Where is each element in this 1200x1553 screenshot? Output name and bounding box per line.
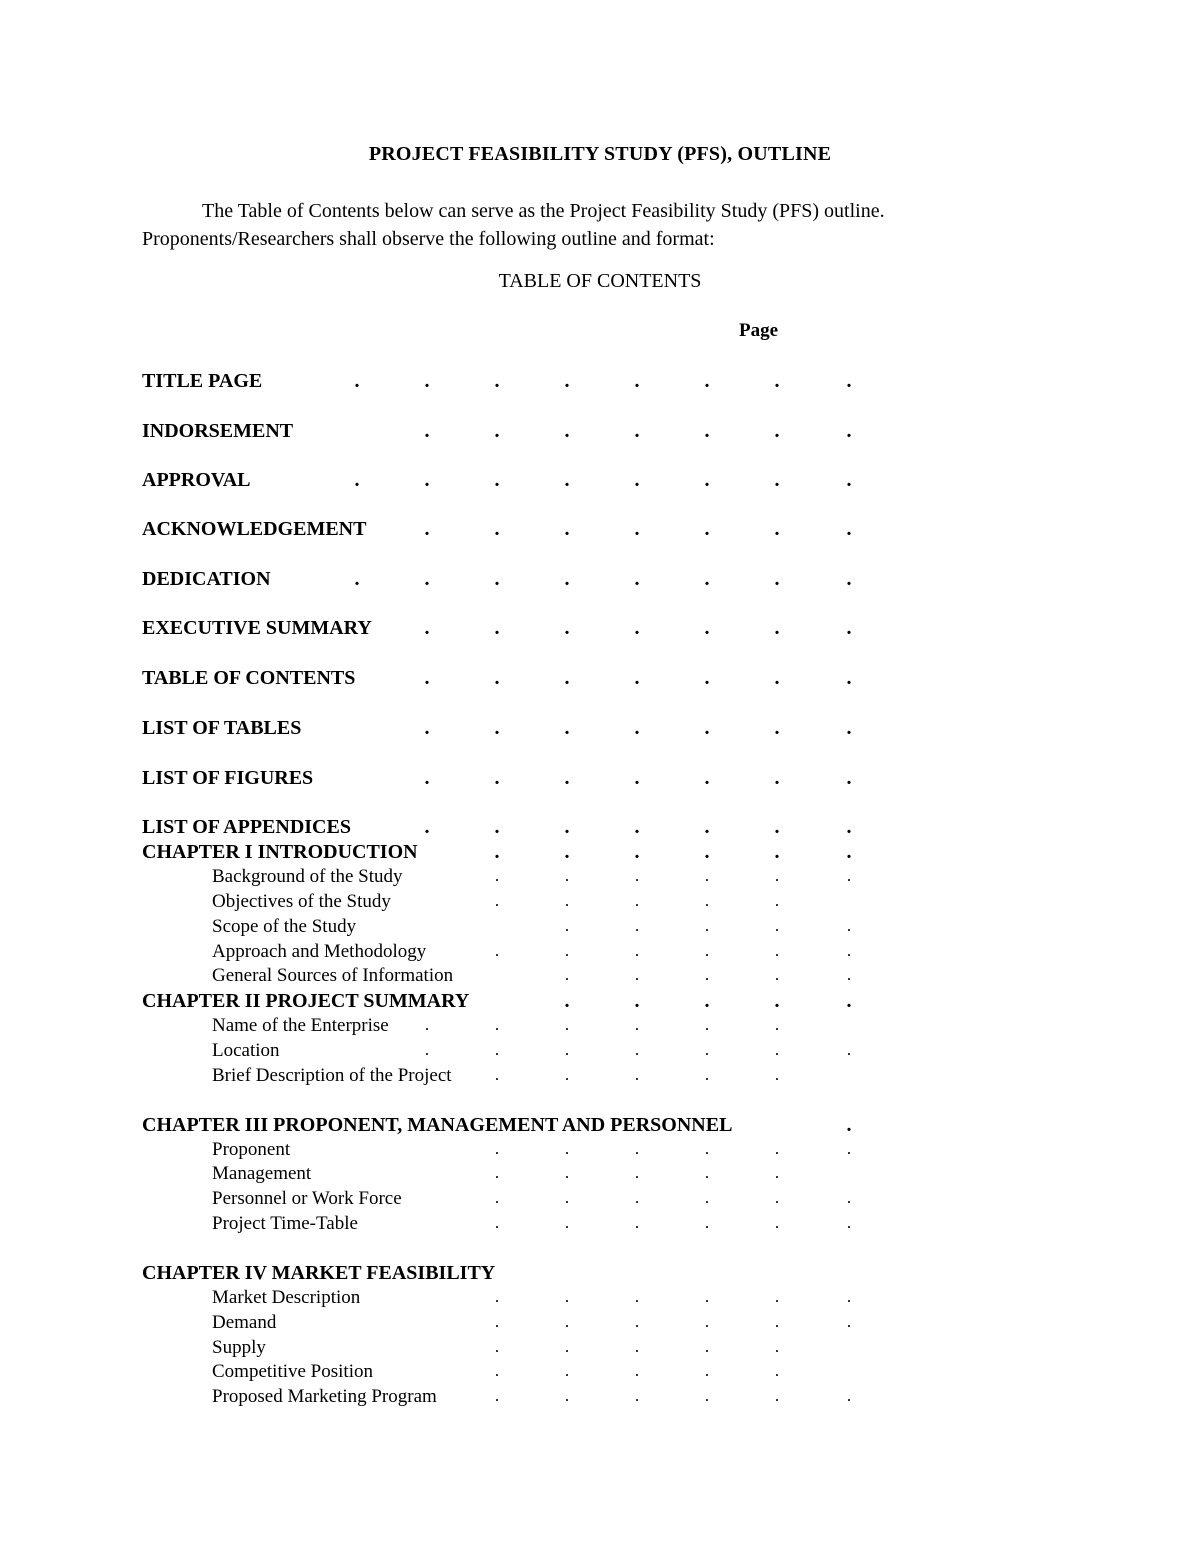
dot-leader: .: [634, 990, 640, 1012]
toc-entry: [0, 1386, 1200, 1412]
dot-leader: .: [494, 1386, 500, 1405]
dot-leader: .: [774, 1015, 780, 1034]
dot-leader: .: [774, 916, 780, 935]
toc-entry: [0, 767, 1200, 793]
dot-leader: .: [774, 1287, 780, 1306]
dot-leader: .: [494, 1287, 500, 1306]
dot-leader: .: [634, 1163, 640, 1182]
dot-leader: .: [774, 990, 780, 1012]
toc-entry-label: ACKNOWLEDGEMENT: [142, 518, 367, 540]
dot-leader: .: [774, 965, 780, 984]
dot-leader: .: [424, 667, 430, 689]
dot-leader: .: [564, 420, 570, 442]
dot-leader: .: [424, 518, 430, 540]
dot-leader: .: [774, 1337, 780, 1356]
dot-leader: .: [774, 1312, 780, 1331]
toc-entry: [0, 916, 1200, 942]
toc-entry-label: LIST OF APPENDICES: [142, 816, 351, 838]
dot-leader: .: [494, 469, 500, 491]
toc-entry-label: CHAPTER IV MARKET FEASIBILITY: [142, 1262, 496, 1284]
dot-leader: .: [774, 469, 780, 491]
dot-leader: .: [846, 767, 852, 789]
toc-entry: [0, 370, 1200, 396]
toc-entry-label: INDORSEMENT: [142, 420, 294, 442]
dot-leader: .: [494, 841, 500, 863]
dot-leader: .: [774, 667, 780, 689]
dot-leader: .: [704, 469, 710, 491]
dot-leader: .: [774, 370, 780, 392]
dot-leader: .: [704, 965, 710, 984]
dot-leader: .: [564, 568, 570, 590]
dot-leader: .: [774, 518, 780, 540]
toc-entry-label: LIST OF FIGURES: [142, 767, 314, 789]
dot-leader: .: [494, 568, 500, 590]
dot-leader: .: [846, 420, 852, 442]
dot-leader: .: [564, 717, 570, 739]
dot-leader: .: [774, 767, 780, 789]
dot-leader: .: [704, 1213, 710, 1232]
dot-leader: .: [704, 518, 710, 540]
dot-leader: .: [774, 941, 780, 960]
dot-leader: .: [704, 667, 710, 689]
toc-entry: [0, 965, 1200, 991]
dot-leader: .: [634, 965, 640, 984]
toc-entry: [0, 1139, 1200, 1165]
dot-leader: .: [704, 568, 710, 590]
dot-leader: .: [424, 1040, 430, 1059]
toc-entry: [0, 469, 1200, 495]
toc-entry: [0, 1213, 1200, 1239]
dot-leader: .: [704, 1287, 710, 1306]
dot-leader: .: [564, 617, 570, 639]
intro-line-2: Proponents/Researchers shall observe the following outline and format:: [142, 228, 715, 250]
dot-leader: .: [846, 916, 852, 935]
dot-leader: .: [564, 1015, 570, 1034]
dot-leader: .: [494, 1065, 500, 1084]
dot-leader: .: [846, 1040, 852, 1059]
dot-leader: .: [494, 1139, 500, 1158]
dot-leader: .: [704, 941, 710, 960]
dot-leader: .: [354, 568, 360, 590]
dot-leader: .: [494, 420, 500, 442]
dot-leader: .: [774, 1065, 780, 1084]
dot-leader: .: [704, 1312, 710, 1331]
toc-entry: [0, 1361, 1200, 1387]
dot-leader: .: [564, 1163, 570, 1182]
dot-leader: .: [634, 941, 640, 960]
dot-leader: .: [634, 1386, 640, 1405]
dot-leader: .: [634, 420, 640, 442]
dot-leader: .: [424, 767, 430, 789]
dot-leader: .: [634, 841, 640, 863]
page-column-label: Page: [739, 320, 779, 341]
dot-leader: .: [494, 891, 500, 910]
toc-entry-label: CHAPTER I INTRODUCTION: [142, 841, 418, 863]
dot-leader: .: [846, 965, 852, 984]
toc-entry-label: TITLE PAGE: [142, 370, 263, 392]
dot-leader: .: [704, 916, 710, 935]
dot-leader: .: [634, 1312, 640, 1331]
dot-leader: .: [494, 866, 500, 885]
dot-leader: .: [564, 1312, 570, 1331]
dot-leader: .: [846, 1213, 852, 1232]
dot-leader: .: [704, 866, 710, 885]
dot-leader: .: [634, 469, 640, 491]
dot-leader: .: [774, 1040, 780, 1059]
toc-entry-label: Approach and Methodology: [212, 941, 427, 962]
dot-leader: .: [634, 717, 640, 739]
dot-leader: .: [564, 1337, 570, 1356]
toc-entry: [0, 1188, 1200, 1214]
toc-entry-label: Management: [212, 1163, 312, 1184]
dot-leader: .: [634, 891, 640, 910]
dot-leader: .: [564, 1188, 570, 1207]
dot-leader: .: [774, 1139, 780, 1158]
dot-leader: .: [564, 1287, 570, 1306]
dot-leader: .: [494, 1040, 500, 1059]
dot-leader: .: [564, 916, 570, 935]
dot-leader: .: [494, 1188, 500, 1207]
dot-leader: .: [494, 1015, 500, 1034]
toc-entry-label: DEDICATION: [142, 568, 271, 590]
toc-entry-label: CHAPTER II PROJECT SUMMARY: [142, 990, 470, 1012]
dot-leader: .: [704, 1188, 710, 1207]
toc-entry: [0, 866, 1200, 892]
toc-entry: [0, 717, 1200, 743]
dot-leader: .: [494, 717, 500, 739]
toc-entry: [0, 891, 1200, 917]
dot-leader: .: [704, 816, 710, 838]
dot-leader: .: [846, 941, 852, 960]
dot-leader: .: [704, 891, 710, 910]
dot-leader: .: [494, 617, 500, 639]
dot-leader: .: [774, 866, 780, 885]
dot-leader: .: [774, 617, 780, 639]
dot-leader: .: [634, 816, 640, 838]
dot-leader: .: [774, 1386, 780, 1405]
dot-leader: .: [634, 767, 640, 789]
dot-leader: .: [634, 1040, 640, 1059]
dot-leader: .: [704, 1139, 710, 1158]
toc-entry-label: Competitive Position: [212, 1361, 373, 1382]
toc-entry-label: General Sources of Information: [212, 965, 454, 986]
dot-leader: .: [494, 1213, 500, 1232]
toc-entry-label: Brief Description of the Project: [212, 1065, 452, 1086]
toc-entry-label: Location: [212, 1040, 280, 1061]
dot-leader: .: [634, 1361, 640, 1380]
dot-leader: .: [424, 568, 430, 590]
toc-heading: TABLE OF CONTENTS: [498, 270, 702, 292]
toc-entry: [0, 941, 1200, 967]
dot-leader: .: [774, 891, 780, 910]
toc-entry: [0, 816, 1200, 842]
toc-entry-label: Scope of the Study: [212, 916, 357, 937]
dot-leader: .: [634, 1015, 640, 1034]
toc-entry-label: Market Description: [212, 1287, 361, 1308]
dot-leader: .: [564, 990, 570, 1012]
toc-entry: [0, 1163, 1200, 1189]
dot-leader: .: [564, 841, 570, 863]
dot-leader: .: [704, 617, 710, 639]
toc-entry: [0, 1015, 1200, 1041]
intro-line-1: The Table of Contents below can serve as the Project Feasibility Study (PFS) outline.: [202, 200, 885, 222]
toc-entry-label: Demand: [212, 1312, 277, 1333]
dot-leader: .: [634, 1065, 640, 1084]
toc-entry: [0, 1114, 1200, 1140]
dot-leader: .: [704, 1386, 710, 1405]
dot-leader: .: [846, 469, 852, 491]
dot-leader: .: [846, 667, 852, 689]
dot-leader: .: [846, 866, 852, 885]
toc-entry: [0, 1337, 1200, 1363]
dot-leader: .: [634, 1213, 640, 1232]
dot-leader: .: [846, 990, 852, 1012]
dot-leader: .: [494, 1312, 500, 1331]
dot-leader: .: [494, 1361, 500, 1380]
dot-leader: .: [564, 767, 570, 789]
dot-leader: .: [704, 1337, 710, 1356]
dot-leader: .: [704, 717, 710, 739]
dot-leader: .: [494, 518, 500, 540]
dot-leader: .: [846, 1188, 852, 1207]
toc-entry: [0, 841, 1200, 867]
dot-leader: .: [564, 965, 570, 984]
toc-entry-label: EXECUTIVE SUMMARY: [142, 617, 372, 639]
dot-leader: .: [424, 816, 430, 838]
dot-leader: .: [704, 370, 710, 392]
dot-leader: .: [634, 1139, 640, 1158]
dot-leader: .: [846, 568, 852, 590]
toc-entry-label: Objectives of the Study: [212, 891, 391, 912]
dot-leader: .: [774, 420, 780, 442]
dot-leader: .: [564, 1065, 570, 1084]
dot-leader: .: [846, 841, 852, 863]
dot-leader: .: [704, 767, 710, 789]
dot-leader: .: [774, 816, 780, 838]
toc-entry: [0, 420, 1200, 446]
dot-leader: .: [564, 1213, 570, 1232]
toc-entry: [0, 1262, 1200, 1288]
toc-entry: [0, 1065, 1200, 1091]
dot-leader: .: [846, 518, 852, 540]
dot-leader: .: [704, 990, 710, 1012]
toc-entry-label: APPROVAL: [142, 469, 251, 491]
dot-leader: .: [774, 1188, 780, 1207]
dot-leader: .: [846, 370, 852, 392]
dot-leader: .: [704, 420, 710, 442]
toc-entry: [0, 1287, 1200, 1313]
dot-leader: .: [564, 891, 570, 910]
dot-leader: .: [704, 1015, 710, 1034]
toc-entry-label: Background of the Study: [212, 866, 403, 887]
dot-leader: .: [424, 469, 430, 491]
dot-leader: .: [494, 1337, 500, 1356]
dot-leader: .: [704, 1361, 710, 1380]
dot-leader: .: [494, 370, 500, 392]
toc-entry-label: Name of the Enterprise: [212, 1015, 389, 1036]
dot-leader: .: [424, 420, 430, 442]
toc-entry-label: TABLE OF CONTENTS: [142, 667, 356, 689]
dot-leader: .: [774, 1213, 780, 1232]
dot-leader: .: [634, 1287, 640, 1306]
dot-leader: .: [634, 1188, 640, 1207]
toc-entry: [0, 1312, 1200, 1338]
toc-entry-label: CHAPTER III PROPONENT, MANAGEMENT AND PERSONNEL: [142, 1114, 733, 1136]
dot-leader: .: [846, 816, 852, 838]
dot-leader: .: [634, 866, 640, 885]
dot-leader: .: [564, 1361, 570, 1380]
dot-leader: .: [564, 667, 570, 689]
toc-entry: [0, 990, 1200, 1016]
toc-entry-label: Project Time-Table: [212, 1213, 358, 1234]
dot-leader: .: [564, 518, 570, 540]
dot-leader: .: [564, 1139, 570, 1158]
dot-leader: .: [704, 1065, 710, 1084]
dot-leader: .: [564, 1040, 570, 1059]
dot-leader: .: [634, 518, 640, 540]
dot-leader: .: [564, 469, 570, 491]
dot-leader: .: [774, 568, 780, 590]
dot-leader: .: [424, 617, 430, 639]
toc-entry-label: Personnel or Work Force: [212, 1188, 402, 1209]
dot-leader: .: [774, 717, 780, 739]
dot-leader: .: [846, 617, 852, 639]
dot-leader: .: [354, 370, 360, 392]
toc-entry: [0, 568, 1200, 594]
toc-entry: [0, 518, 1200, 544]
dot-leader: .: [424, 1015, 430, 1034]
dot-leader: .: [774, 1163, 780, 1182]
dot-leader: .: [494, 1163, 500, 1182]
dot-leader: .: [704, 1163, 710, 1182]
dot-leader: .: [634, 1337, 640, 1356]
dot-leader: .: [774, 1361, 780, 1380]
dot-leader: .: [846, 1287, 852, 1306]
intro-paragraph: [142, 197, 1042, 253]
dot-leader: .: [846, 1139, 852, 1158]
dot-leader: .: [634, 568, 640, 590]
toc-entry-label: Supply: [212, 1337, 266, 1358]
dot-leader: .: [846, 1312, 852, 1331]
toc-entry: [0, 617, 1200, 643]
toc-entry-label: Proposed Marketing Program: [212, 1386, 437, 1407]
dot-leader: .: [564, 866, 570, 885]
dot-leader: .: [846, 1114, 852, 1136]
dot-leader: .: [704, 1040, 710, 1059]
document-title: PROJECT FEASIBILITY STUDY (PFS), OUTLINE: [368, 143, 832, 165]
dot-leader: .: [564, 816, 570, 838]
dot-leader: .: [494, 667, 500, 689]
toc-entry: [0, 1040, 1200, 1066]
dot-leader: .: [424, 717, 430, 739]
dot-leader: .: [704, 841, 710, 863]
dot-leader: .: [494, 767, 500, 789]
dot-leader: .: [564, 941, 570, 960]
dot-leader: .: [494, 816, 500, 838]
dot-leader: .: [564, 370, 570, 392]
dot-leader: .: [564, 1386, 570, 1405]
dot-leader: .: [846, 1386, 852, 1405]
dot-leader: .: [634, 370, 640, 392]
dot-leader: .: [354, 469, 360, 491]
dot-leader: .: [774, 841, 780, 863]
toc-entry-label: Proponent: [212, 1139, 291, 1160]
dot-leader: .: [634, 667, 640, 689]
dot-leader: .: [634, 617, 640, 639]
dot-leader: .: [494, 941, 500, 960]
toc-entry-label: LIST OF TABLES: [142, 717, 302, 739]
dot-leader: .: [634, 916, 640, 935]
dot-leader: .: [424, 370, 430, 392]
dot-leader: .: [846, 717, 852, 739]
toc-entry: [0, 667, 1200, 693]
